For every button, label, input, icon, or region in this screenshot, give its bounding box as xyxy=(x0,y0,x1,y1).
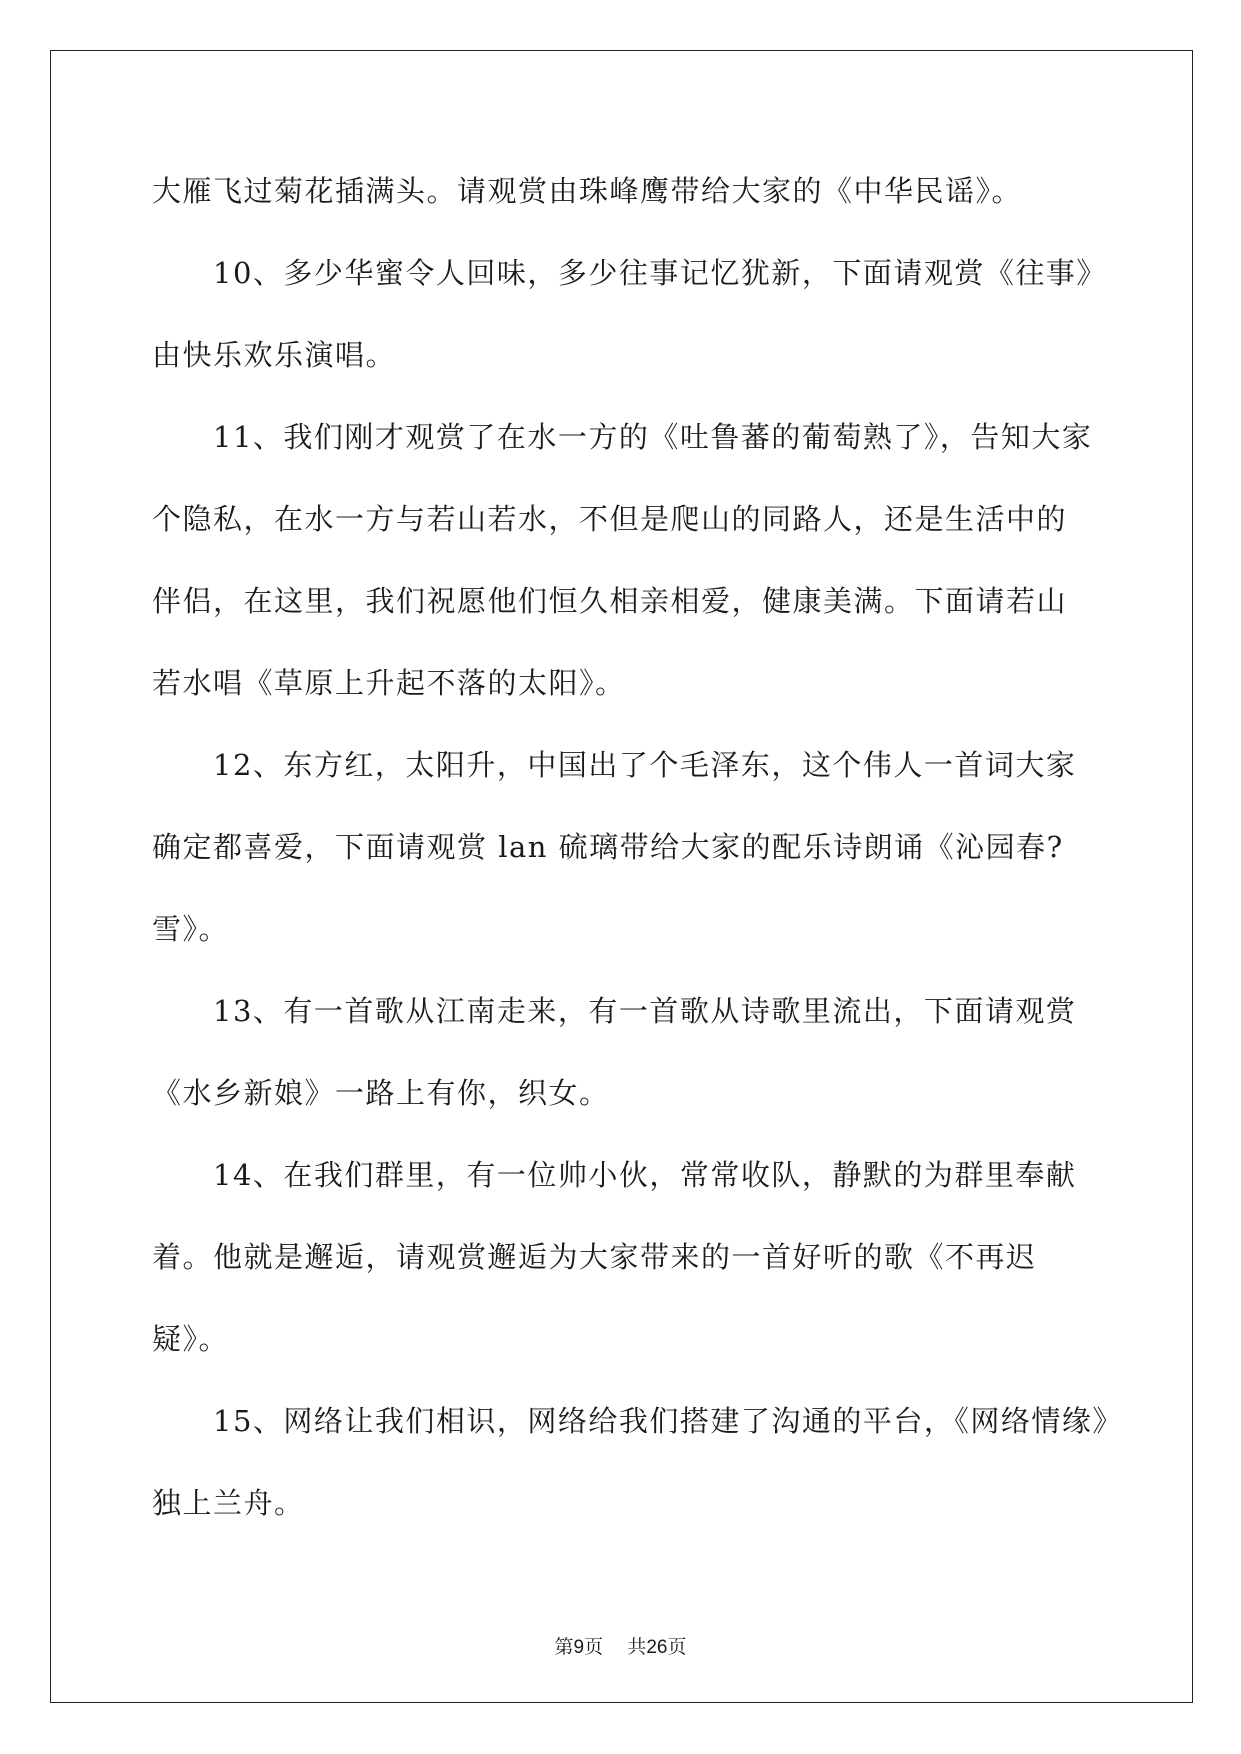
text-line: 伴侣，在这里，我们祝愿他们恒久相亲相爱，健康美满。下面请若山 xyxy=(152,584,1068,618)
text-line: 独上兰舟。 xyxy=(152,1486,305,1520)
text-line: 10、多少华蜜令人回味，多少往事记忆犹新，下面请观赏《往事》 xyxy=(152,256,1107,290)
text-line: 11、我们刚才观赏了在水一方的《吐鲁蕃的葡萄熟了》，告知大家 xyxy=(152,420,1093,454)
text-line: 15、网络让我们相识，网络给我们搭建了沟通的平台，《网络情缘》 xyxy=(152,1404,1123,1438)
text-line: 个隐私，在水一方与若山若水，不但是爬山的同路人，还是生活中的 xyxy=(152,502,1068,536)
text-line: 12、东方红，太阳升，中国出了个毛泽东，这个伟人一首词大家 xyxy=(152,748,1077,782)
document-body xyxy=(152,150,1123,1544)
text-line: 着。他就是邂逅，请观赏邂逅为大家带来的一首好听的歌《不再迟 xyxy=(152,1240,1037,1274)
total-pages: 26 xyxy=(646,1637,668,1658)
page-suffix: 页 xyxy=(584,1636,604,1658)
text-line: 疑》。 xyxy=(152,1322,230,1356)
text-line: 《水乡新娘》一路上有你，织女。 xyxy=(152,1076,610,1110)
text-line: 确定都喜爱，下面请观赏 lan 硫璃带给大家的配乐诗朗诵《沁园春? xyxy=(152,830,1064,864)
text-line: 若水唱《草原上升起不落的太阳》。 xyxy=(152,666,626,700)
total-suffix: 页 xyxy=(667,1636,687,1658)
text-line: 14、在我们群里，有一位帅小伙，常常收队，静默的为群里奉献 xyxy=(152,1158,1077,1192)
page-prefix: 第 xyxy=(554,1636,574,1658)
text-line: 13、有一首歌从江南走来，有一首歌从诗歌里流出，下面请观赏 xyxy=(152,994,1077,1028)
total-prefix: 共 xyxy=(627,1636,647,1658)
text-line: 由快乐欢乐演唱。 xyxy=(152,338,397,372)
page-number: 9 xyxy=(573,1637,585,1658)
text-line: 大雁飞过菊花插满头。请观赏由珠峰鹰带给大家的《中华民谣》。 xyxy=(152,174,1023,208)
body-text xyxy=(152,150,1123,1544)
page-footer xyxy=(0,1632,1241,1659)
text-line: 雪》。 xyxy=(152,912,230,946)
